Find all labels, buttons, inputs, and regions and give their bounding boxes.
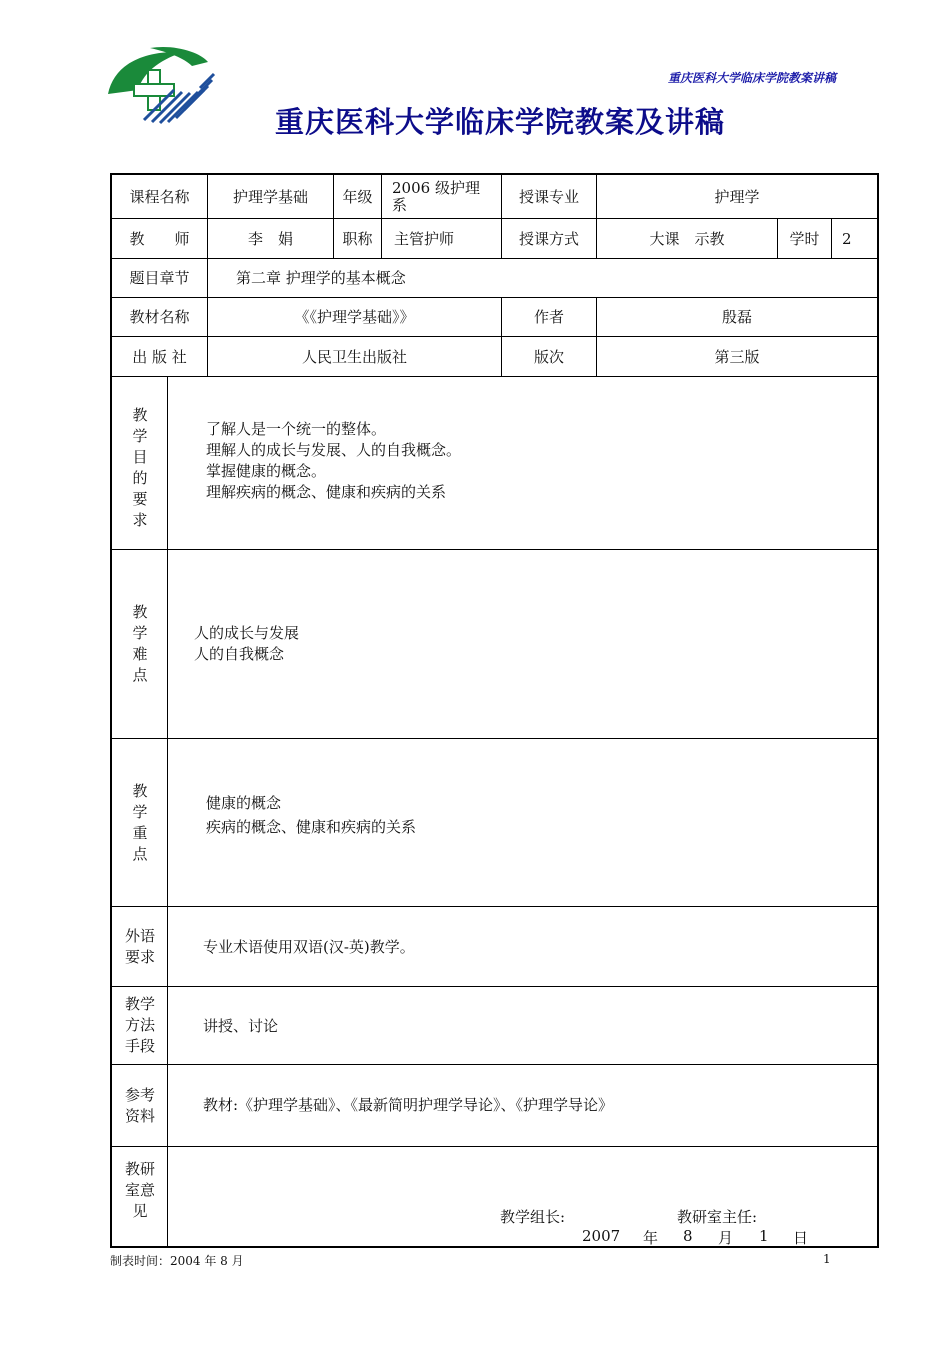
opinion-label: 教研 室意 见	[124, 1160, 155, 1220]
group-leader-signature: 教学组长:	[500, 1208, 566, 1226]
teacher-label: 教 师	[129, 229, 190, 248]
author-value: 殷磊	[721, 308, 752, 326]
chapter-label: 题目章节	[129, 269, 190, 287]
keypoints-content: 健康的概念 疾病的概念、健康和疾病的关系	[206, 794, 417, 836]
major-value: 护理学	[714, 187, 760, 206]
edition-label: 版次	[533, 347, 564, 366]
opinion-month-unit: 月	[718, 1229, 734, 1247]
teaching-mode-label: 授课方式	[518, 229, 579, 248]
textbook-value: 《《护理学基础》》	[294, 308, 415, 326]
page-title: 重庆医科大学临床学院教案及讲稿	[274, 105, 725, 139]
publisher-label: 出 版 社	[132, 347, 187, 366]
header-note: 重庆医科大学临床学院教案讲稿	[667, 71, 836, 85]
major-label: 授课专业	[518, 187, 579, 206]
course-name-label: 课程名称	[129, 187, 190, 206]
opinion-day: 1	[759, 1227, 769, 1245]
language-label: 外语 要求	[124, 926, 155, 966]
objectives-content: 了解人是一个统一的整体。 理解人的成长与发展、人的自我概念。 掌握健康的概念。 理解疾病的概念、健康和疾病的关系	[206, 420, 462, 501]
title-label: 职称	[342, 229, 373, 248]
hospital-logo-icon	[104, 44, 216, 126]
methods-label: 教学 方法 手段	[124, 995, 155, 1055]
grade-value: 2006 级护理系	[392, 178, 480, 214]
author-label: 作者	[533, 308, 564, 326]
opinion-month: 8	[683, 1227, 693, 1245]
hours-value: 2	[842, 229, 852, 248]
title-value: 主管护师	[394, 229, 455, 248]
course-name-value: 护理学基础	[232, 187, 308, 206]
edition-value: 第三版	[714, 347, 760, 366]
page-number: 1	[823, 1252, 831, 1266]
references-label: 参考 资料	[124, 1085, 155, 1125]
hours-label: 学时	[789, 229, 820, 248]
objectives-label: 教 学 目 的 要 求	[132, 406, 148, 529]
grade-label: 年级	[342, 187, 373, 206]
publisher-value: 人民卫生出版社	[301, 347, 407, 366]
keypoints-label: 教 学 重 点	[132, 781, 148, 863]
teaching-mode-value: 大课 示教	[649, 229, 725, 248]
references-content: 教材:《护理学基础》、《最新简明护理学导论》、《护理学导论》	[203, 1096, 614, 1114]
methods-content: 讲授、讨论	[203, 1017, 279, 1035]
lesson-plan-form	[110, 173, 879, 1248]
difficulties-label: 教 学 难 点	[132, 603, 148, 684]
director-signature: 教研室主任:	[677, 1208, 758, 1226]
language-content: 专业术语使用双语(汉-英)教学。	[203, 938, 415, 956]
opinion-year: 2007	[582, 1227, 621, 1245]
form-made-time: 制表时间：2004 年 8 月	[110, 1254, 244, 1268]
chapter-value: 第二章 护理学的基本概念	[236, 269, 406, 287]
textbook-label: 教材名称	[129, 308, 190, 326]
opinion-day-unit: 日	[793, 1229, 809, 1247]
opinion-year-unit: 年	[643, 1229, 659, 1247]
teacher-value: 李 娟	[247, 229, 293, 248]
difficulties-content: 人的成长与发展 人的自我概念	[194, 624, 300, 663]
